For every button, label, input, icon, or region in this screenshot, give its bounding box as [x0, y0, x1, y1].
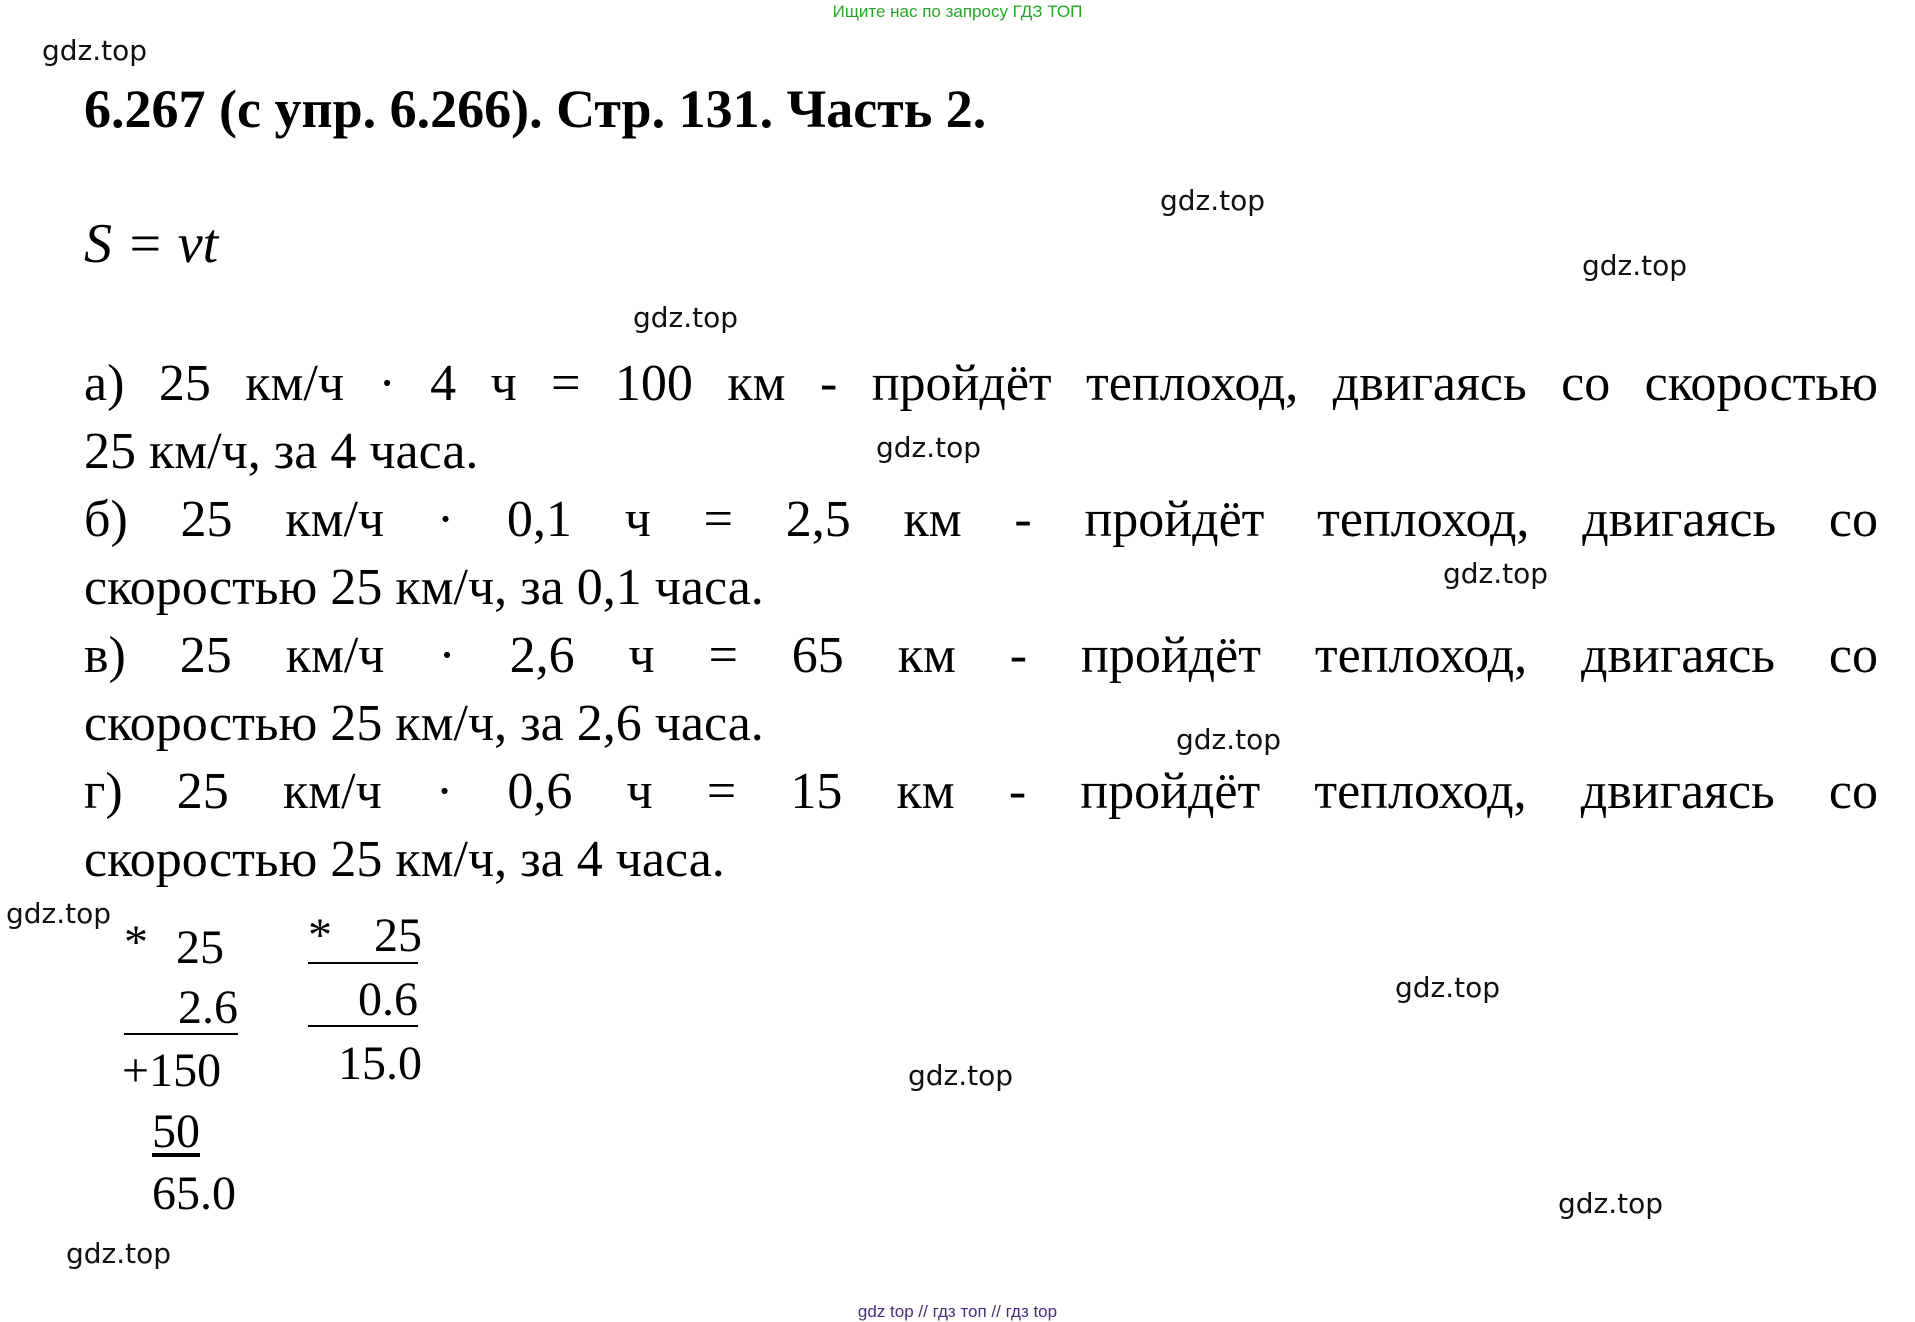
answer-line: скоростью 25 км/ч, за 2,6 часа. — [84, 695, 764, 752]
calc-multiplicand: 25 — [176, 921, 224, 974]
top-banner[interactable]: Ищите нас по запросу ГДЗ ТОП — [832, 2, 1083, 21]
watermark: gdz.top — [66, 1237, 172, 1270]
answer-line: 25 км/ч, за 4 часа. — [84, 423, 479, 480]
answer-line: г) 25 км/ч · 0,6 ч = 15 км - пройдёт теплоход, двигаясь со — [84, 763, 1878, 820]
watermark: gdz.top — [1395, 971, 1501, 1004]
watermark: gdz.top — [42, 34, 148, 67]
watermark: gdz.top — [1558, 1187, 1664, 1220]
calc-operator: * — [308, 909, 332, 962]
watermark: gdz.top — [1582, 249, 1688, 282]
calc-multiplicand: 25 — [374, 909, 422, 962]
watermark: gdz.top — [1176, 723, 1282, 756]
answer-line: в) 25 км/ч · 2,6 ч = 65 км - пройдёт теплоход, двигаясь со — [84, 627, 1878, 684]
calc-multiplier: 0.6 — [308, 975, 418, 1027]
answer-line: скоростью 25 км/ч, за 4 часа. — [84, 831, 725, 888]
calc-top-row — [308, 909, 422, 964]
footer-links[interactable]: gdz top // гдз топ // гдз top — [857, 1302, 1058, 1321]
page-title: 6.267 (с упр. 6.266). Стр. 131. Часть 2. — [84, 79, 987, 139]
watermark: gdz.top — [908, 1059, 1014, 1092]
watermark: gdz.top — [1443, 557, 1549, 590]
watermark: gdz.top — [6, 897, 112, 930]
calc-result: 65.0 — [152, 1167, 236, 1220]
watermark: gdz.top — [1160, 184, 1266, 217]
answer-b — [84, 486, 1878, 622]
watermark: gdz.top — [876, 431, 982, 464]
calc-partial-2: 50 — [152, 1105, 200, 1158]
calc-operator: * — [124, 916, 148, 969]
calc-multiplier: 2.6 — [124, 983, 238, 1035]
answer-c — [84, 622, 1878, 758]
watermark: gdz.top — [633, 301, 739, 334]
answer-d — [84, 758, 1878, 894]
calc-partial-1: +150 — [122, 1044, 222, 1097]
answer-a — [84, 350, 1878, 486]
distance-formula: S = vt — [84, 213, 219, 275]
answer-line: б) 25 км/ч · 0,1 ч = 2,5 км - пройдёт теплоход, двигаясь со — [84, 491, 1878, 548]
answer-line: а) 25 км/ч · 4 ч = 100 км - пройдёт теплоход, двигаясь со скоростью — [84, 355, 1878, 412]
calc-result: 15.0 — [338, 1037, 422, 1090]
answer-line: скоростью 25 км/ч, за 0,1 часа. — [84, 559, 764, 616]
